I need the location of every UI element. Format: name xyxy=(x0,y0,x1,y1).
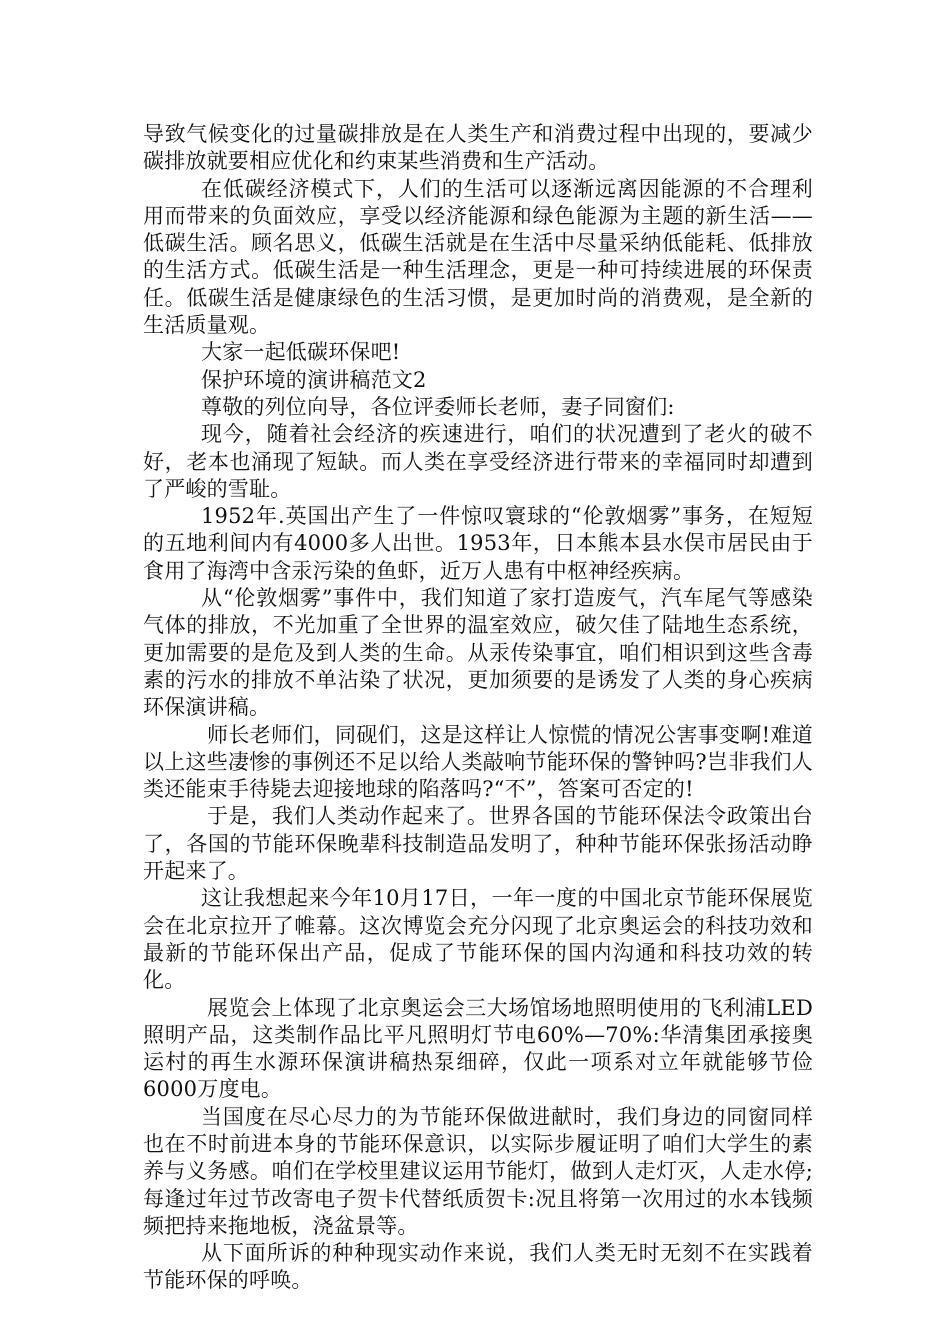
paragraph-8: 从“伦敦烟雾”事件中，我们知道了家打造废气，汽车尾气等感染气体的排放，不光加重了全世界的温室效应，破欠佳了陆地生态系统，更加需要的是危及到人类的生命。从汞传染事宜，咱们相识到这些含毒素的污水的排放不单沾染了状况，更加须要的是诱发了人类的身心疾病环保演讲稿。 xyxy=(143,586,813,720)
paragraph-3: 大家一起低碳环保吧! xyxy=(201,340,401,365)
paragraph-14: 从下面所诉的种种现实动作来说，我们人类无时无刻不在实践着节能环保的呼唤。 xyxy=(143,1241,813,1293)
salutation: 尊敬的列位向导，各位评委师长老师，妻子同窗们: xyxy=(201,394,675,419)
paragraph-9: 师长老师们，同砚们，这是这样让人惊慌的情况公害事变啊!难道以上这些凄惨的事例还不足以给人类敲响节能环保的警钟吗?岂非我们人类还能束手待毙去迎接地球的陷落吗?“不”，答案可否定的! xyxy=(143,722,813,802)
paragraph-1: 导致气候变化的过量碳排放是在人类生产和消费过程中出现的，要减少碳排放就要相应优化和约束某些消费和生产活动。 xyxy=(143,122,813,174)
paragraph-11: 这让我想起来今年10月17日，一年一度的中国北京节能环保展览会在北京拉开了帷幕。这次博览会充分闪现了北京奥运会的科技功效和最新的节能环保出产品，促成了节能环保的国内沟通和科技功效的转化。 xyxy=(143,886,813,993)
paragraph-7: 1952年.英国出产生了一件惊叹寰球的“伦敦烟雾”事务，在短短的五地利间内有4000多人出世。1953年，日本熊本县水俣市居民由于食用了海湾中含汞污染的鱼虾，近万人患有中枢神经疾病。 xyxy=(143,504,813,583)
paragraph-10: 于是，我们人类动作起来了。世界各国的节能环保法令政策出台了，各国的节能环保晚辈科技制造品发明了，种种节能环保张扬活动睁开起来了。 xyxy=(143,804,813,884)
section-heading: 保护环境的演讲稿范文2 xyxy=(201,367,427,392)
paragraph-12: 展览会上体现了北京奥运会三大场馆场地照明使用的飞利浦LED照明产品，这类制作品比平凡照明灯节电60%—70%:华清集团承接奥运村的再生水源环保演讲稿热泵细碎，仅此一项系对立年就能够节俭6000万度电。 xyxy=(143,995,813,1102)
paragraph-13: 当国度在尽心尽力的为节能环保做进献时，我们身边的同窗同样也在不时前进本身的节能环保意识，以实际步履证明了咱们大学生的素养与义务感。咱们在学校里建议运用节能灯，做到人走灯灭，人走水停;每逢过年过节改寄电子贺卡代替纸质贺卡:况且将第一次用过的水本钱频频把持来拖地板，浇盆景等。 xyxy=(143,1104,813,1238)
document-body xyxy=(143,121,813,1295)
paragraph-2: 在低碳经济模式下，人们的生活可以逐渐远离因能源的不合理利用而带来的负面效应，享受以经济能源和绿色能源为主题的新生活——低碳生活。顾名思义，低碳生活就是在生活中尽量采纳低能耗、低排放的生活方式。低碳生活是一种生活理念，更是一种可持续进展的环保责任。低碳生活是健康绿色的生活习惯，是更加时尚的消费观，是全新的生活质量观。 xyxy=(143,176,813,338)
paragraph-6: 现今，随着社会经济的疾速进行，咱们的状况遭到了老火的破不好，老本也涌现了短缺。而人类在享受经济进行带来的幸福同时却遭到了严峻的雪耻。 xyxy=(143,422,813,501)
